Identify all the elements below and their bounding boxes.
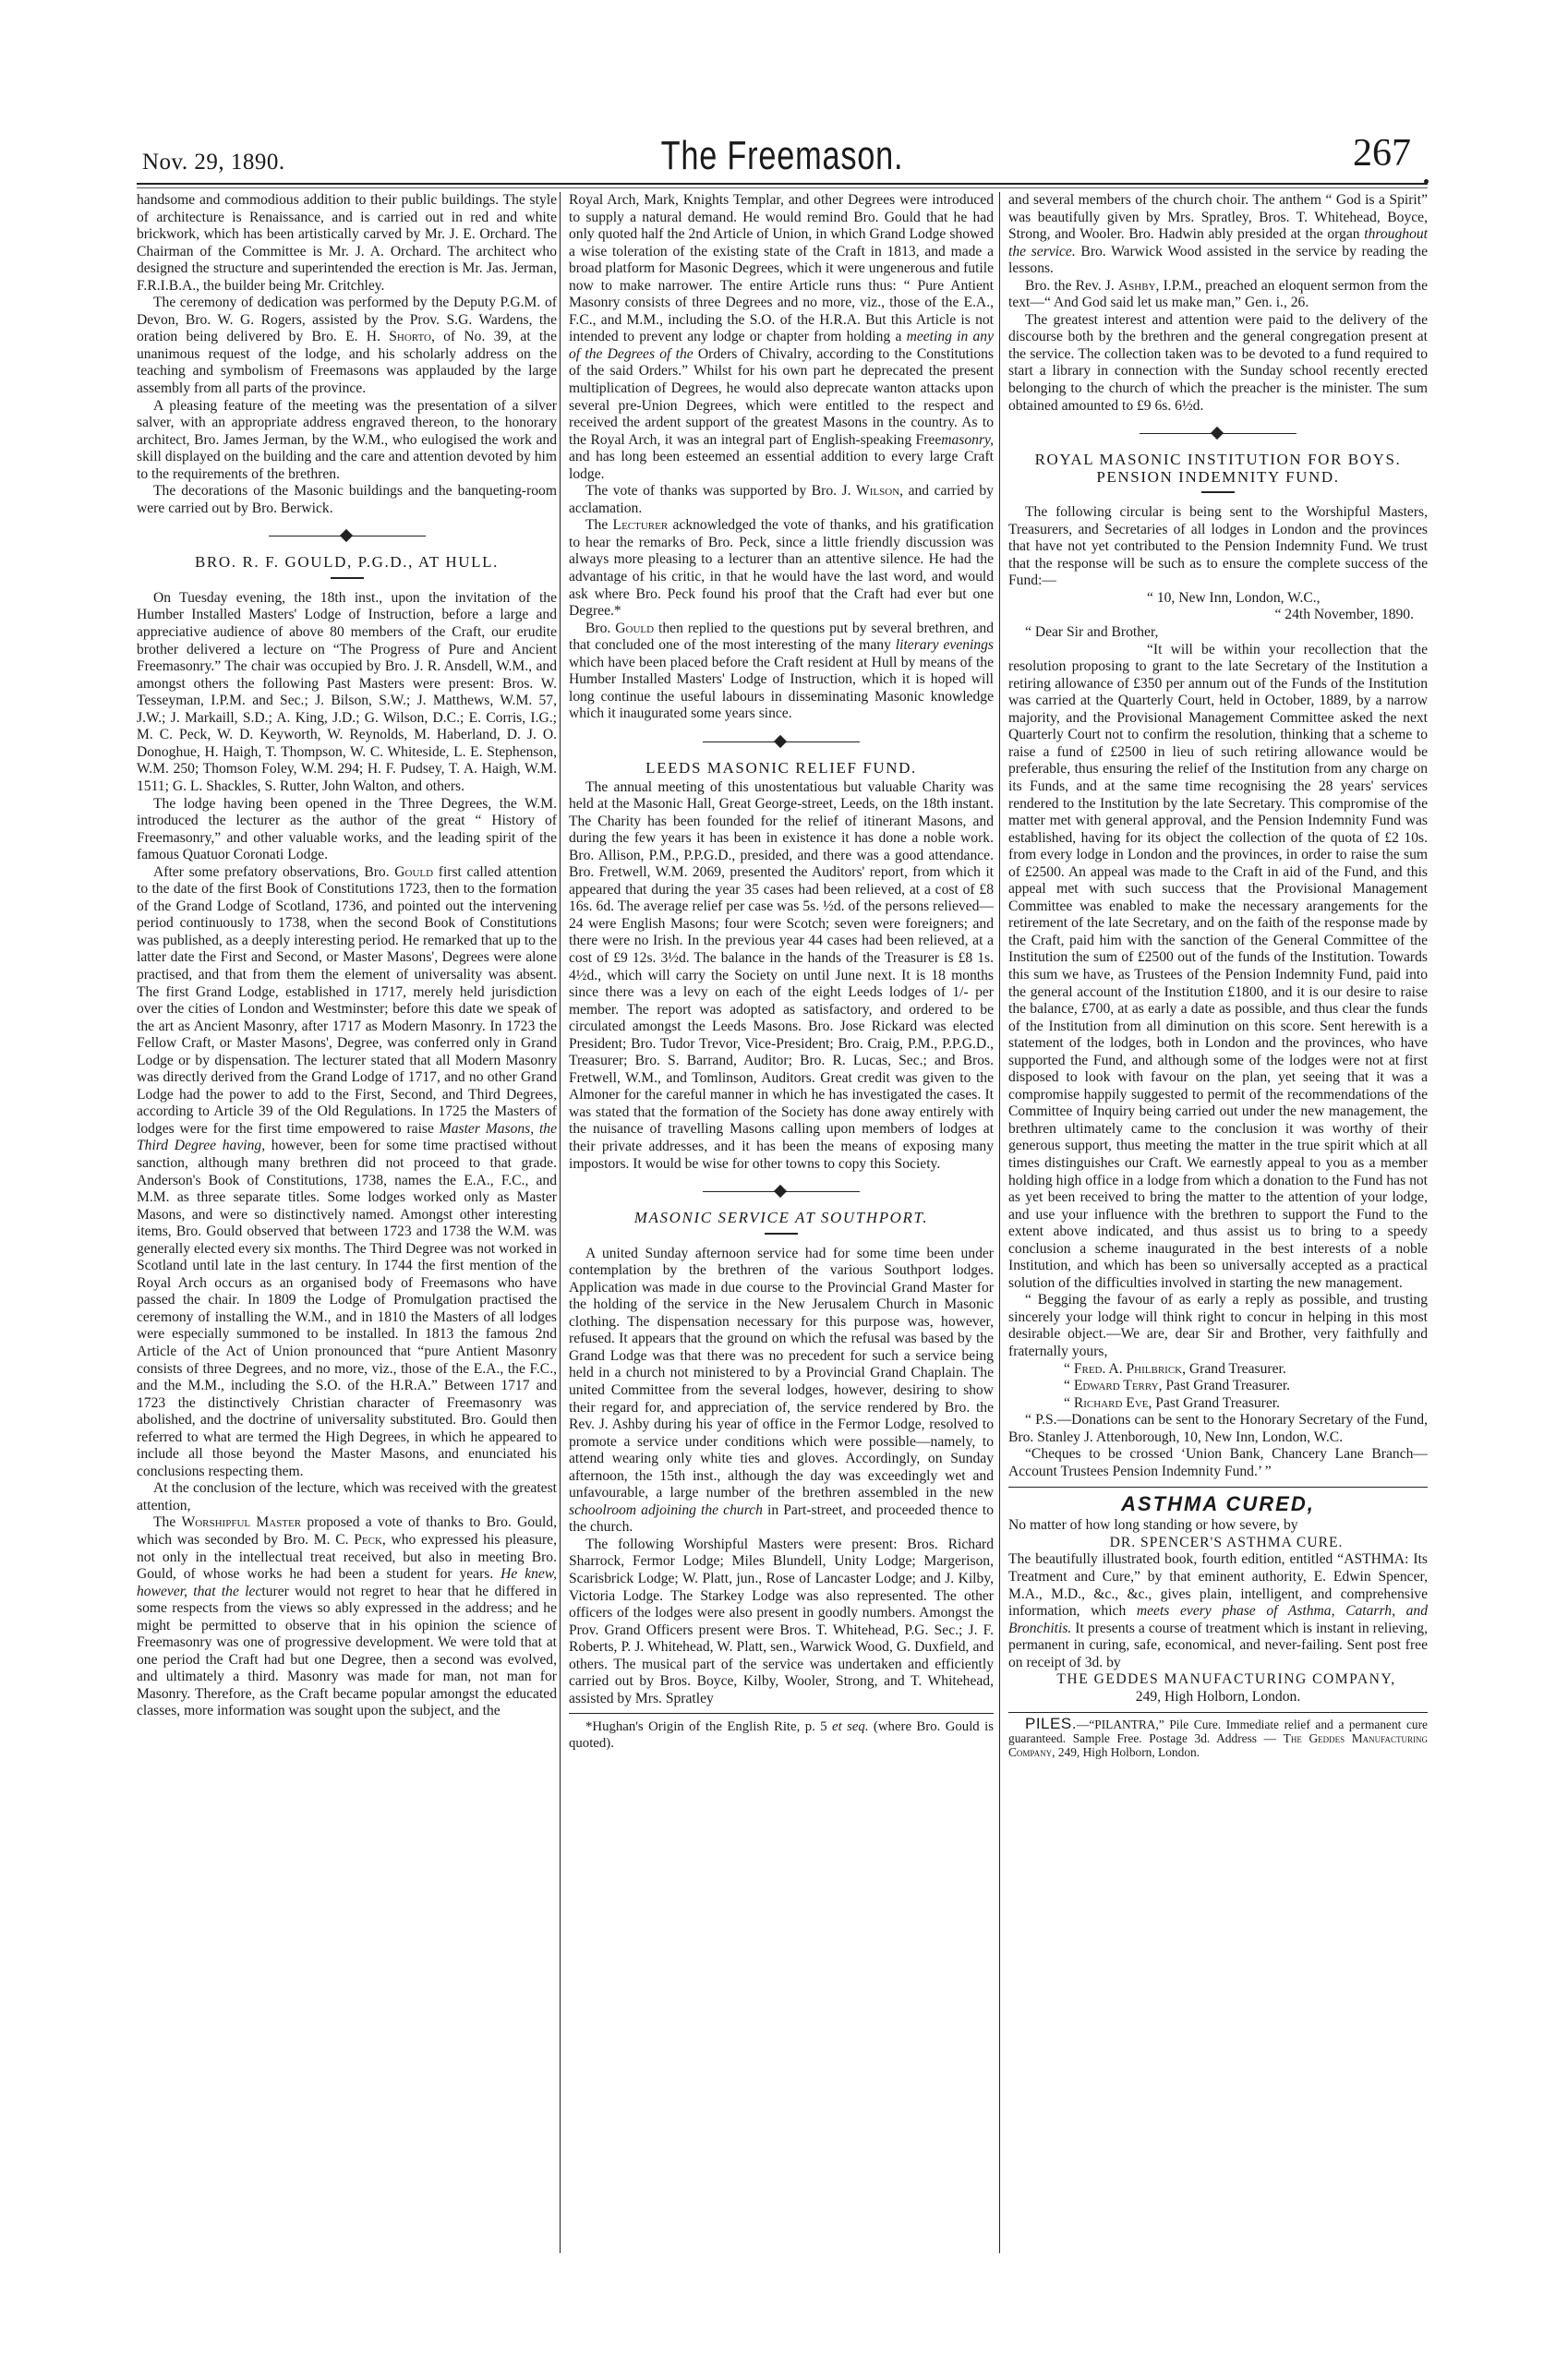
signatory-name: Fred. A. Philbrick xyxy=(1073,1360,1183,1377)
diamond-icon xyxy=(339,529,352,542)
text: (where Bro. Gould is quoted). xyxy=(569,1719,994,1751)
paragraph: At the conclusion of the lecture, which was received with the greatest attention, xyxy=(137,1480,557,1513)
short-rule xyxy=(331,577,364,579)
advert-line: No matter of how long standing or how severe, by xyxy=(1008,1517,1298,1534)
text: “ xyxy=(1064,1394,1074,1411)
text: The ceremony of dedication was performed by the Deputy P.G.M. of Devon, Bro. W. G. Rogers, assisted by the Prov. S.G. Wardens, the oration being delivered by Bro. E. H. xyxy=(137,295,557,345)
name-smallcaps: Worshipful Master xyxy=(181,1514,302,1531)
company-smallcaps: The Geddes Manufacturing Company xyxy=(1008,1731,1428,1760)
text: , who expressed his pleasure, not only in the intellectual treat received, but also in meeting Bro. Gould, of whose works he had been a student for years. xyxy=(137,1532,557,1583)
paragraph: “It will be within your recollection that the resolution proposing to grant to the late Secretary of the Institution a retiring allowance of £350 per annum out of the Funds of the Institution was carried at the Quarterly Court, held in October, 1889, by a narrow majority, and the Provisional Management Committee asked the next Quarterly Court not to confirm the resolution, thinking that a scheme to raise a fund of £2500 in lieu of such retiring allowance would be preferable, thus ensuring the relief of the Institution from any charge on its Funds, and at the same time recognising the 28 years' services rendered to the Institution by the late Secretary. This compromise of the matter met with general approval, and the Pension Indemnity Fund was established, having for its object the collection of the quota of £2 10s. from every lodge in London and the provinces, in order to raise the sum of £2500. An appeal was made to the Craft in aid of the Fund, and this appeal met with such success that the Provisional Management Committee was enabled to make the necessary arangements for the retirement of the late Secretary, and on the faith of the response made by the Craft, paid him with the sanction of the General Committee of the Institution the sum of £2500 out of the funds of the Institution. Towards this sum we have, as Trustees of the Pension Indemnity Fund, paid into the general account of the Institution £1800, and it is our desire to raise the balance, £700, at as early a date as possible, and thus clear the funds of the Institution from all diminution on this score. Sent herewith is a statement of the lodges, both in London and the provinces, who have supported the Fund, and although some of the lodges were not at first disposed to look with favour on the plan, yet seeing that it was a compromise happily suggested to permit of the recommendations of the Committee of Inquiry being carried out under the new management, the brethren ultimately came to the conclusion it was worthy of their generous support, thus meeting the matter in the true spirit which at all times distinguishes our Craft. We earnestly appeal to you as a member holding high office in a lodge from which a donation to the Fund has not as yet been received to bring the matter to the attention of your lodge, and use your influence with the brethren to support the Fund to the extent above indicated, and thus assist us to bring to a speedy conclusion a scheme inaugurated in the best interests of a noble Institution, and which has been so universally accepted as a practical solution of the difficulties involved in starting the new management. xyxy=(1008,641,1428,1291)
rule-ornament-dot xyxy=(1424,179,1429,184)
paragraph xyxy=(137,295,557,397)
paragraph xyxy=(569,1246,994,1537)
paragraph xyxy=(569,621,994,723)
paragraph xyxy=(137,864,557,1481)
text: —“PILANTRA,” Pile Cure. Immediate relief and a permanent cure guaranteed. Sample Free. Postage 3d. Address — xyxy=(1008,1718,1428,1746)
text: The vote of thanks was supported by Bro. J. xyxy=(585,483,857,500)
section-ornament xyxy=(569,732,994,753)
paragraph: The lodge having been opened in the Three Degrees, the W.M. introduced the lecturer as the author of the great “ History of Freemasonry,” and other valuable works, and the leading spirit of the famous Quatuor Coronati Lodge. xyxy=(137,795,557,863)
text-italic: masonry, xyxy=(941,431,994,448)
text: however, been for some time practised without sanction, although many brethren did not proceed to that grade. Anderson's Book of Constitutions, 1738, names the E.A., F.C., and M.M. as three separate titles. Some lodges worked only as Master Masons, and were so distinctively named. Amongst other interesting items, Bro. Gould observed that between 1723 and 1738 the W.M. was generally elected every six months. The Third Degree was not worked in Scotland until late in the last century. In 1744 the first mention of the Royal Arch occurs as an organised body of Freemasons who have passed the chair. In 1809 the Lodge of Promulgation practised the ceremony of installing the W.M., and in 1810 the Masters of all lodges were especially summoned to be installed. In 1813 the famous 2nd Article of the Act of Union pronounced that “pure Antient Masonry consists of three Degrees, and no more, viz., those of the E.A., the F.C., and the M.M., including the S.O. of the H.R.A.” Between 1717 and 1723 the distinctively Christian character of Freemasonry was abolished, and the doctrine of universality substituted. Bro. Gould then referred to what are termed the High Degrees, in which he appeared to include all those beyond the Master Masons, and enunciated his conclusions respecting them. xyxy=(137,1138,557,1479)
text-italic: meeting in any of the Degrees of the xyxy=(569,329,994,362)
advert-title: ASTHMA CURED, xyxy=(1121,1492,1315,1516)
text: The beautifully illustrated book, fourth edition, entitled “ASTHMA: Its Treatment and Cure,” by that eminent authority, E. Edwin Spencer, M.A., M.D., &c., &c., gives plain, intelligent, and comprehensive information, which xyxy=(1008,1551,1428,1620)
paragraph xyxy=(1008,192,1428,278)
diamond-icon xyxy=(1211,427,1224,440)
signatory-title: , Past Grand Treasurer. xyxy=(1148,1394,1280,1411)
column-3 xyxy=(1008,192,1428,1759)
diamond-icon xyxy=(774,735,787,748)
text: After some prefatory observations, Bro. xyxy=(153,863,395,880)
masthead xyxy=(137,129,1428,185)
section-ornament xyxy=(137,526,557,547)
advert-company: THE GEDDES MANUFACTURING COMPANY, xyxy=(1056,1671,1396,1688)
paragraph xyxy=(1008,278,1428,312)
page-number: 267 xyxy=(1353,132,1411,175)
article-heading: BRO. R. F. GOULD, P.G.D., AT HULL. xyxy=(194,553,499,572)
paragraph: “Cheques to be crossed ‘Union Bank, Chancery Lane Branch—Account Trustees Pension Indemnity Fund.’ ” xyxy=(1008,1446,1428,1479)
paragraph: On Tuesday evening, the 18th inst., upon the invitation of the Humber Installed Masters' Lodge of Instruction, before a large and appreciative audience of above 80 members of the Craft, our erudite brother delivered a lecture on “The Progress of Pure and Ancient Freemasonry.” The chair was occupied by Bro. J. R. Ansdell, W.M., and amongst others the following Past Masters were present: Bros. W. Tesseyman, I.P.M. and Sec.; J. Bilson, S.W.; J. Matthews, W.M. 57, J.W.; J. Markaill, S.D.; A. King, J.D.; G. Wilson, D.C.; E. Corris, I.G.; M. C. Peck, W. D. Keyworth, W. Reynolds, M. Haberland, D. J. O. Donoghue, H. Haigh, T. Thompson, W. C. Whiteside, L. E. Stephenson, W.M. 250; Thomson Foley, W.M. 294; H. F. Pudsey, T. A. Haigh, W.M. 1511; G. L. Shackles, S. Rutter, John Walton, and others. xyxy=(137,589,557,794)
paragraph: handsome and commodious addition to their public buildings. The style of architecture is Renaissance, and is carried out in red and white brickwork, which has been artistically carved by Mr. J. E. Orchard. The Chairman of the Committee is Mr. J. A. Orchard. The architect who designed the structure and superintended the erection is Mr. Jas. Jerman, F.R.I.B.A., the builder being Mr. Critchley. xyxy=(137,192,557,294)
article-heading: ROYAL MASONIC INSTITUTION FOR BOYS. xyxy=(1034,451,1402,469)
text: turer would not regret to hear that he differed in some respects from the views so ably expressed in the address; and he might be permitted to observe that in his opinion the science of Freemasonry was one of progressive development. We were told that at one period the Craft had but one Degree, then a second was evolved, and ultimately a third. Masonry was made for man, not man for Masonry. Therefore, as the Craft became popular amongst the educated classes, more information was sought upon the subject, and the xyxy=(137,1583,557,1719)
text-italic: Master Masons, the Third Degree having, xyxy=(137,1120,557,1154)
footnote-rule xyxy=(569,1713,994,1714)
text: then replied to the questions put by several brethren, and that concluded one of the most interesting of the many xyxy=(569,620,995,654)
text: which have been placed before the Craft resident at Hull by means of the Humber Installed Masters' Lodge of Instruction, which it is hoped will long continue the useful labours in disseminating Masonic knowledge which it inaugurated some years since. xyxy=(569,654,994,722)
paragraph: “ Begging the favour of as early a reply as possible, and trusting sincerely your lodge will think right to concur in helping in this most desirable object.—We are, dear Sir and Brother, very faithfully and fraternally yours, xyxy=(1008,1292,1428,1359)
text-italic: schoolroom adjoining the church xyxy=(569,1501,763,1518)
article-heading: LEEDS MASONIC RELIEF FUND. xyxy=(645,758,917,777)
column-1 xyxy=(137,192,557,1720)
footnote xyxy=(569,1719,994,1752)
advert-address: 249, High Holborn, London. xyxy=(1135,1688,1301,1705)
paragraph: The following circular is being sent to the Worshipful Masters, Treasurers, and Secretaries of all lodges in London and the provinces that have not yet contributed to the Pension Indemnity Fund. We trust that the response will be such as to ensure the complete success of the Fund:— xyxy=(1008,504,1428,589)
text-italic: He knew, however, that the lec xyxy=(137,1566,557,1599)
piles-advert xyxy=(1008,1717,1428,1759)
section-ornament xyxy=(569,1182,994,1202)
text: Royal Arch, Mark, Knights Templar, and other Degrees were introduced to supply a natural demand. He would remind Bro. Gould that he had only quoted half the 2nd Article of Union, in which Grand Lodge showed a wise toleration of the existing state of the Craft in 1813, and made a broad platform for Masonic Degrees, which it were ungenerous and futile now to make narrower. The entire Article runs thus: “ Pure Antient Masonry consists of three Degrees and no more, viz., those of the E.A., F.C., and M.M., including the S.O. of the H.R.A. But this Article is not intended to prevent any lodge or chapter from holding a xyxy=(569,192,994,345)
text: It presents a course of treatment which is instant in relieving, permanent in curing, safe, economical, and never-failing. Sent post free on receipt of 3d. by xyxy=(1008,1620,1428,1670)
advert-label: PILES. xyxy=(1025,1715,1077,1733)
name-smallcaps: Wilson xyxy=(856,483,900,500)
text: proposed a vote of thanks to Bro. Gould, which was seconded by Bro. M. C. xyxy=(137,1514,557,1549)
paragraph xyxy=(137,1514,557,1720)
text: The xyxy=(153,1514,182,1531)
paragraph: The following Worshipful Masters were present: Bros. Richard Sharrock, Fermor Lodge; Miles Blundell, Unity Lodge; Margerison, Scarisbrick Lodge; W. Platt, jun., Rose of Lancaster Lodge; and J. Kilby, Victoria Lodge. The Starkey Lodge was also represented. The other officers of the lodges were also present in goodly numbers. Amongst the Prov. Grand Officers present were Bros. T. Whitehead, P.G. Sec.; J. F. Roberts, P. J. Whitehead, W. Platt, sen., Warwick Wood, G. Duxfield, and others. The musical part of the service was undertaken and efficiently carried out by Bros. Boyce, Kilby, Wooler, Strong, and T. Whitehead, assisted by Mrs. Spratley xyxy=(569,1536,994,1706)
letter-salutation: “ Dear Sir and Brother, xyxy=(1025,624,1159,641)
paragraph: The decorations of the Masonic buildings and the banqueting-room were carried out by Bro. Berwick. xyxy=(137,483,557,516)
text: Bro. xyxy=(585,620,616,636)
issue-date: Nov. 29, 1890. xyxy=(142,150,285,175)
paragraph xyxy=(569,192,994,483)
short-rule xyxy=(1201,491,1235,493)
advert-body xyxy=(1008,1551,1428,1671)
text: , I.P.M., preached an eloquent sermon from the text—“ And God said let us make man,” Gen. i., 26. xyxy=(1008,277,1428,311)
paragraph: The greatest interest and attention were paid to the delivery of the discourse both by the brethren and the general congregation present at the service. The collection taken was to be devoted to a fund required to start a library in connection with the Sunday school recently erected belonging to the church of which the preacher is the minister. The sum obtained amounted to £9 6s. 6½d. xyxy=(1008,311,1428,414)
advert-rule xyxy=(1008,1487,1428,1488)
paragraph: A pleasing feature of the meeting was the presentation of a silver salver, with an appropriate address engraved thereon, to the honorary architect, Bro. James Jerman, by the W.M., who eulogised the work and skill displayed on the building and the care and attention devoted by him to the requirements of the brethren. xyxy=(137,397,557,482)
text-italic: et seq. xyxy=(832,1719,869,1735)
text-italic: throughout the service. xyxy=(1008,226,1428,259)
advert-product: DR. SPENCER'S ASTHMA CURE. xyxy=(1109,1534,1344,1550)
masthead-rule-thin xyxy=(137,187,1428,188)
short-rule xyxy=(765,1233,798,1235)
letter-date: “ 24th November, 1890. xyxy=(1274,607,1414,623)
text: , 249, High Holborn, London. xyxy=(1052,1745,1200,1760)
signatory-name: Edward Terry xyxy=(1073,1378,1159,1394)
name-smallcaps: Gould xyxy=(394,863,434,880)
text-italic: literary evenings xyxy=(895,637,995,654)
name-smallcaps: Peck xyxy=(354,1532,382,1549)
text: Orders of Chivalry, according to the Constitutions of the said Orders.” Whilst for his own part he deprecated the present multiplication of Degrees, he would also deprecate wanton attacks upon several pre-Union Degrees, which were entitled to the respect and received the ardent support of the greatest Masons in the country. As to the Royal Arch, it was an integral part of English-speaking Free xyxy=(569,345,994,448)
signatory-title: , Grand Treasurer. xyxy=(1182,1360,1286,1377)
name-smallcaps: Lecturer xyxy=(612,517,669,534)
paragraph: “ P.S.—Donations can be sent to the Honorary Secretary of the Fund, Bro. Stanley J. Attenborough, 10, New Inn, London, W.C. xyxy=(1008,1412,1428,1445)
signature xyxy=(1008,1361,1428,1379)
text-italic: meets every phase of Asthma, Catarrh, and Bronchitis. xyxy=(1008,1603,1428,1636)
section-ornament xyxy=(1008,424,1428,444)
text: “ xyxy=(1064,1378,1074,1394)
text: “ xyxy=(1064,1360,1074,1377)
signature xyxy=(1008,1378,1428,1395)
paragraph xyxy=(569,517,994,620)
text: first called attention to the date of the first Book of Constitutions 1723, then to the formation of the Grand Lodge of Scotland, 1736, and pointed out the intervening period continuously to 1738, when the second Book of Constitutions was published, as a deeply interesting period. He remarked that up to the latter date the First and Second, or Master Masons', Degrees were alone practised, and that from them the element of universality was absent. The first Grand Lodge, established in 1717, merely held jurisdiction over the cities of London and Westminster; before this date we speak of the art as Ancient Masonry, after 1717 as Modern Masonry. In 1723 the Fellow Craft, or Master Masons', Degree, was conferred only in Grand Lodge or by dispensation. The lecturer stated that all Modern Masonry was directly derived from the Grand Lodge of 1717, and no other Grand Lodge had the power to add to the First, Second, and Third Degrees, according to Article 39 of the Old Regulations. In 1725 the Masters of lodges were for the first time empowered to raise xyxy=(137,863,557,1137)
text: , and carried by acclamation. xyxy=(569,483,994,516)
text: *Hughan's Origin of the English Rite, p. 5 xyxy=(585,1719,833,1735)
article-heading: MASONIC SERVICE AT SOUTHPORT. xyxy=(633,1209,929,1227)
text: and has long been esteemed an essential addition to every large Craft lodge. xyxy=(569,449,994,482)
text: acknowledged the vote of thanks, and his gratification to hear the remarks of Bro. Peck, since a little friendly discussion was always more pleasing to a lecturer than an attentive silence. He had the advantage of his critic, in that he would have the last word, and would ask where Bro. Peck found his proof that the Craft had ever but one Degree.* xyxy=(569,517,994,620)
text: in Part-street, and proceeded thence to the church. xyxy=(569,1501,994,1536)
column-2 xyxy=(569,192,994,1752)
paragraph: The annual meeting of this unostentatious but valuable Charity was held at the Masonic Hall, Great George-street, Leeds, on the 18th instant. The Charity has been founded for the relief of itinerant Masons, and during the few years it has been in existence it has done a noble work. Bro. Allison, P.M., P.P.G.D., presided, and there was a good attendance. Bro. Fretwell, W.M. 2069, presented the Auditors' report, from which it appeared that during the year 35 cases had been relieved, at a cost of £8 16s. 6d. The average relief per case was 5s. ½d. of the persons relieved— 24 were English Masons; four were Scotch; seven were foreigners; and there were no Irish. In the previous year 44 cases had been relieved, at a cost of £9 12s. 3½d. The balance in the hands of the Treasurer is £8 1s. 4½d., which will carry the Society on until June next. It is 18 months since there was a levy on each of the eight Leeds lodges of 1/- per member. The report was adopted as satisfactory, and ordered to be circulated amongst the Leeds Masons. Bro. Jose Rickard was elected President; Bro. Tudor Trevor, Vice-President; Bro. Craig, P.M., P.P.G.D., Treasurer; Bro. S. Barrand, Auditor; Bro. R. Lucas, Sec.; and Bros. Fretwell, W.M., and Tomlinson, Auditors. Great credit was given to the Almoner for the careful manner in which he has investigated the cases. It was stated that the formation of the Society has done away entirely with the nuisance of travelling Masons calling upon members of lodges at their private addresses, and it has been the means of exposing many impostors. It would be wise for other towns to copy this Society. xyxy=(569,778,994,1172)
name-smallcaps: Gould xyxy=(615,620,655,636)
column-divider xyxy=(560,192,561,2253)
advert-rule xyxy=(1008,1712,1428,1713)
text: Bro. Warwick Wood assisted in the service by reading the lessons. xyxy=(1008,243,1428,277)
text: The xyxy=(585,517,613,534)
diamond-icon xyxy=(774,1185,787,1198)
signature xyxy=(1008,1395,1428,1413)
masthead-rule xyxy=(137,183,1428,185)
letter-address: “ 10, New Inn, London, W.C., xyxy=(1147,589,1321,606)
paragraph xyxy=(569,483,994,517)
text: and several members of the church choir. The anthem “ God is a Spirit” was beautifully given by Mrs. Spratley, Bros. T. Whitehead, Boyce, Strong, and Wooler. Bro. Hadwin ably presided at the organ xyxy=(1008,192,1428,243)
name-smallcaps: Ashby xyxy=(1117,277,1156,294)
text: A united Sunday afternoon service had for some time been under contemplation by the brethren of the various Southport lodges. Application was made in due course to the Provincial Grand Master for the holding of the service in the New Jerusalem Church in Masonic clothing. The dispensation necessary for this purpose was, however, refused. It appears that the ground on which the refusal was based by the Grand Lodge was that there was no precedent for such a service being held in a church not ministered to by a Provincial Grand Chaplain. The united Committee from the several lodges, however, desiring to show their regard for, and appreciation of, the service rendered by Bro. the Rev. J. Ashby during his year of office in the Fermor Lodge, resolved to promote a service under conditions which were possible—namely, to attend wearing only white ties and gloves. Accordingly, on Sunday afternoon, the 15th inst., although the day was exceedingly wet and unfavourable, a large number of the brethren assembled in the new xyxy=(569,1245,994,1501)
text: , of No. 39, at the unanimous request of the lodge, and his scholarly address on the teaching and symbolism of Freemasons was applauded by the large assembly from all parts of the province. xyxy=(137,329,557,397)
signatory-name: Richard Eve xyxy=(1073,1394,1149,1411)
text: Bro. the Rev. J. xyxy=(1025,277,1118,294)
newspaper-title: The Freemason. xyxy=(660,133,904,178)
signatory-title: , Past Grand Treasurer. xyxy=(1158,1378,1291,1394)
article-subheading: PENSION INDEMNITY FUND. xyxy=(1096,467,1340,486)
name-smallcaps: Shorto xyxy=(389,329,431,345)
column-divider xyxy=(999,192,1000,2253)
